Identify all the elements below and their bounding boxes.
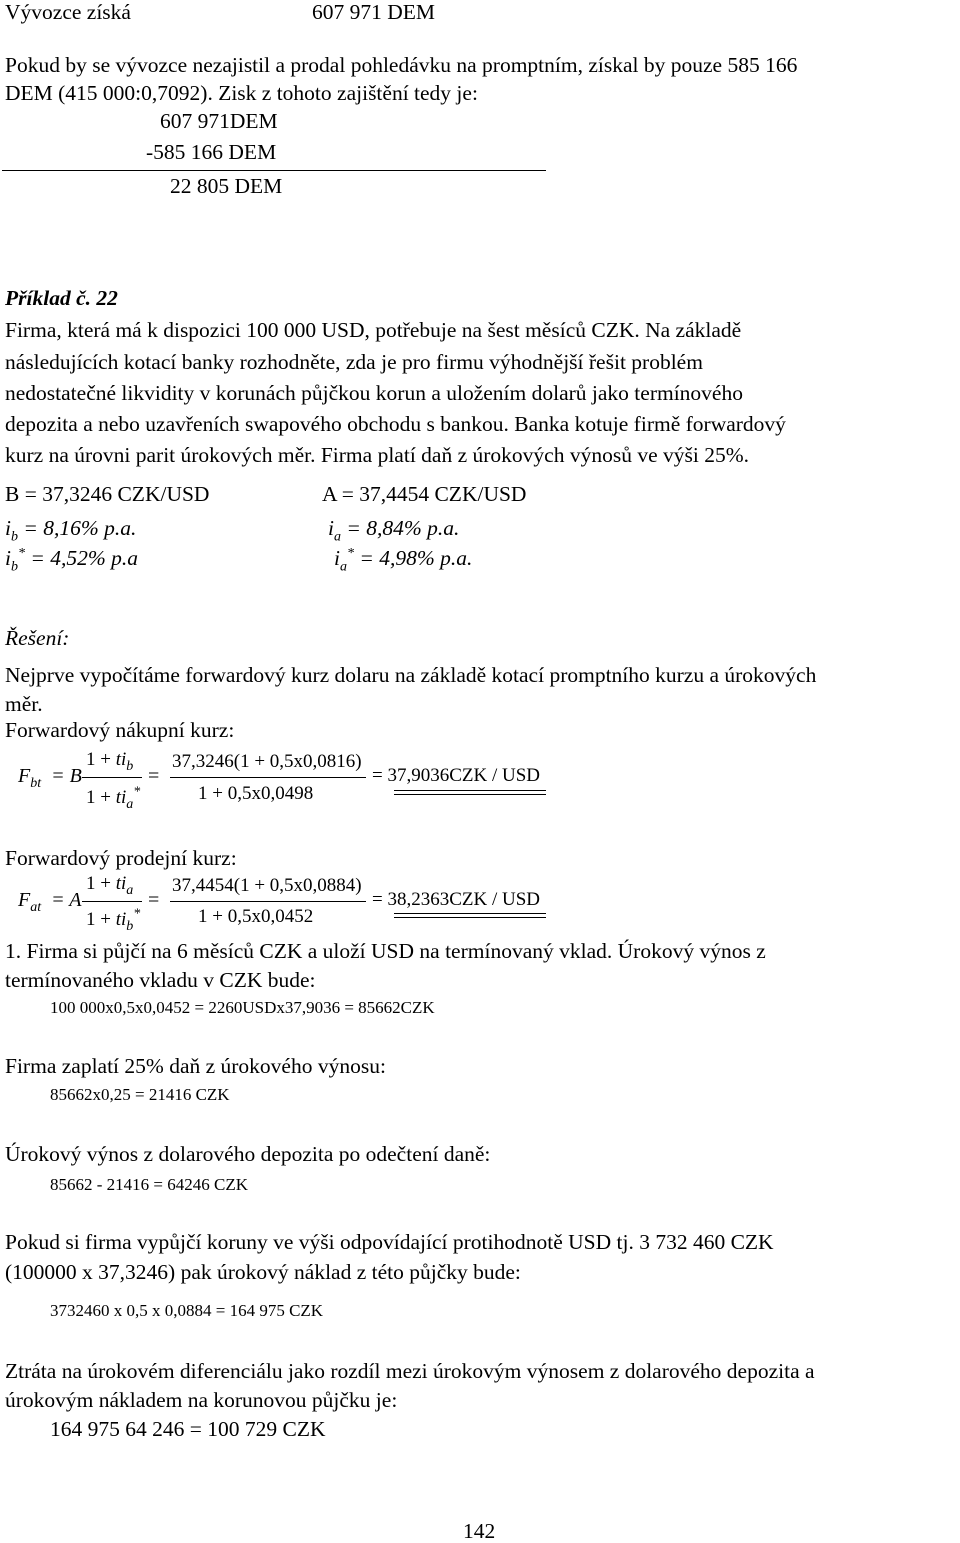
- equation-after-tax: 85662 - 21416 = 64246 CZK: [50, 1175, 248, 1194]
- ib-rate: $i_b = 8,16\%$ p.a.: [5, 516, 137, 545]
- paragraph-line: depozita a nebo uzavřeních swapového obchodu s bankou. Banka kotuje firmě forwardový: [5, 412, 786, 436]
- after-tax-label: Úrokový výnos z dolarového depozita po odečtení daně:: [5, 1142, 491, 1166]
- paragraph-line: Pokud by se vývozce nezajistil a prodal pohledávku na promptním, získal by pouze 585 166: [5, 53, 798, 77]
- exporter-value: 607 971 DEM: [312, 0, 436, 24]
- equation-interest-income: 100 000x0,5x0,0452 = 2260USDx37,9036 = 85662CZK: [50, 998, 435, 1017]
- page-number: 142: [463, 1519, 496, 1543]
- paragraph-line: úrokovým nákladem na korunovou půjčku je:: [5, 1388, 398, 1412]
- calc-result: 22 805 DEM: [170, 174, 283, 198]
- equation-loan-cost: 3732460 x 0,5 x 0,0884 = 164 975 CZK: [50, 1301, 324, 1320]
- equation-tax: 85662x0,25 = 21416 CZK: [50, 1085, 230, 1104]
- ask-rate: A = 37,4454 CZK/USD: [322, 482, 527, 506]
- paragraph-line: nedostatečné likvidity v korunách půjčkou korun a uložením dolarů jako termínového: [5, 381, 743, 405]
- ia-rate: $i_a = 8,84\%$ p.a.: [328, 516, 460, 545]
- calc-line: 607 971DEM: [160, 109, 278, 133]
- paragraph-line: měr.: [5, 692, 43, 716]
- calc-line: -585 166 DEM: [146, 140, 277, 164]
- solution-title: Řešení:: [5, 626, 70, 650]
- bid-rate: B = 37,3246 CZK/USD: [5, 482, 210, 506]
- step-line: termínovaného vkladu v CZK bude:: [5, 968, 316, 992]
- ib-star-rate: $i_b^* = 4,52\%$ p.a: [5, 545, 139, 575]
- paragraph-line: (100000 x 37,3246) pak úrokový náklad z této půjčky bude:: [5, 1260, 521, 1284]
- example-title: Příklad č. 22: [5, 286, 118, 310]
- paragraph-line: Ztráta na úrokovém diferenciálu jako rozdíl mezi úrokovým výnosem z dolarového depozita a: [5, 1359, 815, 1383]
- paragraph-line: Firma, která má k dispozici 100 000 USD, potřebuje na šest měsíců CZK. Na základě: [5, 318, 742, 342]
- forward-sell-label: Forwardový prodejní kurz:: [5, 846, 237, 870]
- forward-buy-label: Forwardový nákupní kurz:: [5, 718, 235, 742]
- paragraph-line: DEM (415 000:0,7092). Zisk z tohoto zajištění tedy je:: [5, 81, 478, 105]
- sum-rule: [2, 170, 546, 171]
- paragraph-line: následujících kotací banky rozhodněte, zda je pro firmu výhodnější řešit problém: [5, 350, 703, 374]
- paragraph-line: Nejprve vypočítáme forwardový kurz dolaru na základě kotací promptního kurzu a úrokových: [5, 663, 817, 687]
- exporter-label: Vývozce získá: [5, 0, 131, 24]
- paragraph-line: Pokud si firma vypůjčí koruny ve výši odpovídající protihodnotě USD tj. 3 732 460 CZK: [5, 1230, 774, 1254]
- step-line: 1. Firma si půjčí na 6 měsíců CZK a uloží USD na termínovaný vklad. Úrokový výnos z: [5, 939, 766, 963]
- equation-loss: 164 975 64 246 = 100 729 CZK: [50, 1417, 326, 1441]
- ia-star-rate: $i_a^* = 4,98\%$ p.a.: [334, 545, 473, 575]
- paragraph-line: kurz na úrovni parit úrokových měr. Firma platí daň z úrokových výnosů ve výši 25%.: [5, 443, 749, 467]
- tax-label: Firma zaplatí 25% daň z úrokového výnosu:: [5, 1054, 386, 1078]
